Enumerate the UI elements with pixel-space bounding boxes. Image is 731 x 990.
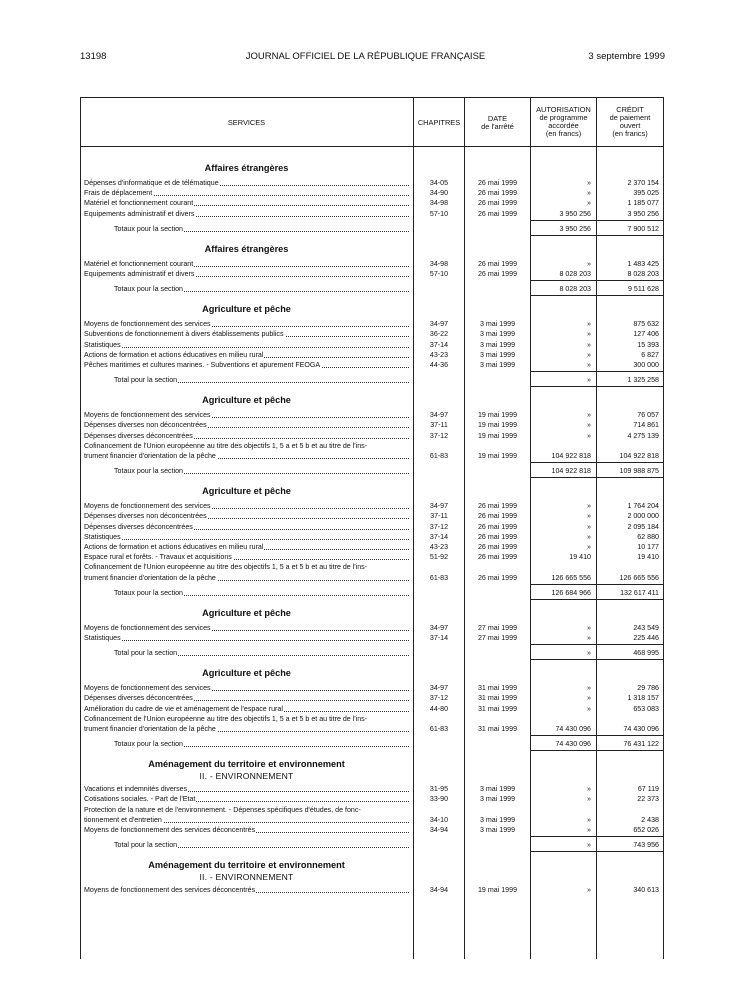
row-label: Statistiques bbox=[84, 532, 411, 542]
row-label: Dépenses diverses non déconcentrées bbox=[84, 420, 411, 430]
row-label: Matériel et fonctionnement courant bbox=[84, 198, 411, 208]
row-label: Moyens de fonctionnement des services bbox=[84, 683, 411, 693]
row-credit: 395 025 bbox=[633, 189, 659, 198]
row-chapitre: 34-94 bbox=[429, 886, 449, 895]
row-credit: 104 922 818 bbox=[619, 452, 659, 460]
row-credit: 6 827 bbox=[641, 350, 659, 359]
row-autorisation: » bbox=[587, 694, 591, 703]
row-chapitre: 34-90 bbox=[429, 189, 449, 198]
row-date: 27 mai 1999 bbox=[477, 623, 518, 632]
row-date: 26 mai 1999 bbox=[477, 532, 518, 541]
total-credit: 7 900 512 bbox=[627, 224, 659, 233]
total-rule bbox=[530, 735, 664, 736]
row-label: Cofinancement de l'Union européenne au titre des objectifs 1, 5 a et 5 b et au titre de l'ins- bbox=[84, 563, 368, 572]
row-credit: 76 057 bbox=[637, 411, 659, 420]
appropriations-table bbox=[80, 97, 664, 959]
section-title: Agriculture et pêche bbox=[202, 607, 291, 618]
total-credit: 9 511 628 bbox=[627, 285, 659, 294]
row-chapitre: 34-97 bbox=[429, 502, 449, 511]
total-autorisation: 104 922 818 bbox=[551, 467, 591, 476]
row-date: 26 mai 1999 bbox=[477, 270, 518, 278]
row-autorisation: » bbox=[587, 795, 591, 804]
row-autorisation: 74 430 096 bbox=[555, 725, 591, 733]
row-autorisation: » bbox=[587, 886, 591, 895]
total-label: Total pour la section bbox=[114, 840, 411, 850]
row-date: 3 mai 1999 bbox=[479, 340, 516, 349]
row-chapitre: 34-97 bbox=[429, 623, 449, 632]
row-chapitre: 57-10 bbox=[429, 270, 449, 278]
row-chapitre: 51-92 bbox=[429, 553, 449, 562]
row-autorisation: » bbox=[587, 532, 591, 541]
row-chapitre: 43-23 bbox=[429, 543, 449, 551]
row-date: 3 mai 1999 bbox=[479, 330, 516, 339]
row-date: 26 mai 1999 bbox=[477, 512, 518, 521]
row-label: Dépenses d'informatique et de télématique bbox=[84, 178, 411, 188]
row-label: Moyens de fonctionnement des services déconcentrés bbox=[84, 885, 411, 895]
total-autorisation: 3 950 256 bbox=[559, 224, 591, 233]
total-rule bbox=[530, 851, 664, 852]
row-label: Dépenses diverses déconcentrées bbox=[84, 693, 411, 703]
section-title: Agriculture et pêche bbox=[202, 304, 291, 315]
row-date: 26 mai 1999 bbox=[477, 553, 518, 562]
row-chapitre: 34-97 bbox=[429, 684, 449, 693]
row-autorisation: » bbox=[587, 785, 591, 794]
row-date: 26 mai 1999 bbox=[477, 502, 518, 511]
total-label: Totaux pour la section bbox=[114, 284, 411, 294]
row-label: Moyens de fonctionnement des services bbox=[84, 410, 411, 420]
total-rule bbox=[530, 280, 664, 281]
row-chapitre: 61-83 bbox=[429, 452, 449, 460]
total-autorisation: » bbox=[587, 376, 591, 385]
section-title: Agriculture et pêche bbox=[202, 486, 291, 497]
total-label: Total pour la section bbox=[114, 375, 411, 385]
row-label: Dépenses diverses déconcentrées bbox=[84, 522, 411, 532]
row-chapitre: 57-10 bbox=[429, 209, 449, 218]
total-rule bbox=[530, 644, 664, 645]
row-label: Actions de formation et actions éducatives en milieu rural bbox=[84, 350, 411, 360]
total-rule bbox=[530, 750, 664, 751]
row-credit: 10 177 bbox=[637, 543, 659, 551]
row-date: 19 mai 1999 bbox=[477, 421, 518, 430]
row-chapitre: 36-22 bbox=[429, 330, 449, 339]
row-date: 19 mai 1999 bbox=[477, 431, 518, 440]
total-credit: 468 995 bbox=[633, 649, 659, 658]
row-label: Subventions de fonctionnement à divers établissements publics bbox=[84, 329, 411, 339]
row-date: 26 mai 1999 bbox=[477, 259, 518, 268]
row-credit: 653 083 bbox=[633, 704, 659, 713]
row-credit: 15 393 bbox=[637, 340, 659, 349]
row-chapitre: 37-14 bbox=[429, 532, 449, 541]
total-autorisation: 8 028 203 bbox=[559, 285, 591, 294]
row-chapitre: 34-94 bbox=[429, 826, 449, 834]
row-autorisation: » bbox=[587, 543, 591, 551]
total-label: Totaux pour la section bbox=[114, 466, 411, 476]
row-label: trument financier d'orientation de la pêche bbox=[84, 451, 411, 461]
row-chapitre: 34-05 bbox=[429, 179, 449, 187]
total-rule bbox=[530, 295, 664, 296]
row-chapitre: 44-36 bbox=[429, 361, 449, 369]
row-label: Amélioration du cadre de vie et aménagement de l'espace rural bbox=[84, 704, 411, 714]
total-label: Totaux pour la section bbox=[114, 739, 411, 749]
total-credit: 76 431 122 bbox=[623, 740, 659, 749]
row-date: 26 mai 1999 bbox=[477, 199, 518, 208]
row-autorisation: » bbox=[587, 512, 591, 521]
total-rule bbox=[530, 836, 664, 837]
row-label: Actions de formation et actions éducatives en milieu rural bbox=[84, 542, 411, 552]
total-rule bbox=[530, 462, 664, 463]
row-date: 26 mai 1999 bbox=[477, 522, 518, 531]
row-autorisation: » bbox=[587, 340, 591, 349]
total-rule bbox=[530, 220, 664, 221]
row-autorisation: » bbox=[587, 431, 591, 440]
row-chapitre: 34-97 bbox=[429, 411, 449, 420]
row-autorisation: » bbox=[587, 361, 591, 369]
row-autorisation: » bbox=[587, 623, 591, 632]
row-chapitre: 34-97 bbox=[429, 320, 449, 329]
row-label: trument financier d'orientation de la pêche bbox=[84, 724, 411, 734]
row-autorisation: » bbox=[587, 815, 591, 824]
row-credit: 300 000 bbox=[633, 361, 659, 369]
row-credit: 340 613 bbox=[633, 886, 659, 895]
row-credit: 29 786 bbox=[637, 684, 659, 693]
row-label: Moyens de fonctionnement des services bbox=[84, 623, 411, 633]
row-chapitre: 33-90 bbox=[429, 795, 449, 804]
col-chapitres: CHAPITRES bbox=[417, 118, 461, 127]
row-credit: 225 446 bbox=[633, 634, 659, 642]
col-date: DATE de l'arrêté bbox=[481, 114, 514, 131]
section-subtitle: II. - ENVIRONNEMENT bbox=[199, 872, 294, 883]
row-autorisation: » bbox=[587, 502, 591, 511]
section-title: Agriculture et pêche bbox=[202, 395, 291, 406]
row-credit: 19 410 bbox=[637, 553, 659, 562]
row-autorisation: » bbox=[587, 522, 591, 531]
row-label: Equipements administratif et divers bbox=[84, 209, 411, 219]
row-credit: 243 549 bbox=[633, 623, 659, 632]
row-credit: 1 318 157 bbox=[627, 694, 659, 703]
row-credit: 22 373 bbox=[637, 795, 659, 804]
row-chapitre: 61-83 bbox=[429, 573, 449, 582]
total-autorisation: » bbox=[587, 841, 591, 850]
row-chapitre: 34-98 bbox=[429, 199, 449, 208]
row-credit: 2 095 184 bbox=[627, 522, 659, 531]
row-label: Equipements administratif et divers bbox=[84, 269, 411, 279]
col-credit: CRÉDIT de paiement ouvert (en francs) bbox=[609, 105, 651, 138]
row-autorisation: » bbox=[587, 189, 591, 198]
row-credit: 1 483 425 bbox=[627, 259, 659, 268]
section-title: Aménagement du territoire et environnement bbox=[148, 860, 345, 871]
row-date: 26 mai 1999 bbox=[477, 179, 518, 187]
row-autorisation: » bbox=[587, 421, 591, 430]
row-date: 26 mai 1999 bbox=[477, 573, 518, 582]
total-credit: 743 956 bbox=[633, 841, 659, 850]
section-title: Affaires étrangères bbox=[204, 243, 289, 254]
total-autorisation: 126 684 966 bbox=[551, 588, 591, 597]
row-chapitre: 31-95 bbox=[429, 785, 449, 794]
row-label: Espace rural et forêts. - Travaux et acquisitions bbox=[84, 552, 411, 562]
total-rule bbox=[530, 477, 664, 478]
row-label: Moyens de fonctionnement des services déconcentrés bbox=[84, 825, 411, 835]
row-autorisation: » bbox=[587, 704, 591, 713]
row-date: 3 mai 1999 bbox=[479, 795, 516, 804]
total-label: Total pour la section bbox=[114, 648, 411, 658]
row-credit: 3 950 256 bbox=[627, 209, 659, 218]
row-label: Pêches maritimes et cultures marines. - Subventions et apurement FEOGA bbox=[84, 360, 411, 370]
row-chapitre: 34-10 bbox=[429, 815, 449, 824]
row-label: tionnement et d'entretien bbox=[84, 815, 411, 825]
row-autorisation: » bbox=[587, 179, 591, 187]
row-autorisation: 8 028 203 bbox=[559, 270, 591, 278]
total-rule bbox=[530, 584, 664, 585]
row-credit: 4 275 139 bbox=[627, 431, 659, 440]
row-credit: 2 000 000 bbox=[627, 512, 659, 521]
row-autorisation: » bbox=[587, 634, 591, 642]
row-chapitre: 44-80 bbox=[429, 704, 449, 713]
total-rule bbox=[530, 659, 664, 660]
row-autorisation: » bbox=[587, 259, 591, 268]
total-autorisation: 74 430 096 bbox=[555, 740, 591, 749]
col-autorisation: AUTORISATION de programme accordée (en francs) bbox=[536, 105, 591, 138]
row-autorisation: » bbox=[587, 684, 591, 693]
row-credit: 126 665 556 bbox=[619, 573, 659, 582]
row-date: 26 mai 1999 bbox=[477, 209, 518, 218]
row-chapitre: 43-23 bbox=[429, 350, 449, 359]
row-date: 19 mai 1999 bbox=[477, 886, 518, 895]
issue-date: 3 septembre 1999 bbox=[588, 51, 665, 62]
row-label: Dépenses diverses déconcentrées bbox=[84, 431, 411, 441]
row-autorisation: » bbox=[587, 350, 591, 359]
row-credit: 62 880 bbox=[637, 532, 659, 541]
row-chapitre: 34-98 bbox=[429, 259, 449, 268]
journal-title: JOURNAL OFFICIEL DE LA RÉPUBLIQUE FRANÇAISE bbox=[245, 51, 486, 62]
row-date: 3 mai 1999 bbox=[479, 815, 516, 824]
row-date: 31 mai 1999 bbox=[477, 694, 518, 703]
section-title: Agriculture et pêche bbox=[202, 668, 291, 679]
row-date: 26 mai 1999 bbox=[477, 543, 518, 551]
total-rule bbox=[530, 599, 664, 600]
total-autorisation: » bbox=[587, 649, 591, 658]
row-label: Protection de la nature et de l'environnement. - Dépenses spécifiques d'études, de fonc- bbox=[84, 805, 361, 814]
row-credit: 2 438 bbox=[641, 815, 659, 824]
row-date: 3 mai 1999 bbox=[479, 361, 516, 369]
row-date: 31 mai 1999 bbox=[477, 725, 518, 733]
total-rule bbox=[530, 386, 664, 387]
total-rule bbox=[530, 235, 664, 236]
row-date: 3 mai 1999 bbox=[479, 826, 516, 834]
total-label: Totaux pour la section bbox=[114, 588, 411, 598]
row-credit: 1 185 077 bbox=[627, 199, 659, 208]
section-subtitle: II. - ENVIRONNEMENT bbox=[199, 771, 294, 782]
row-label: Statistiques bbox=[84, 340, 411, 350]
row-date: 19 mai 1999 bbox=[477, 452, 518, 460]
row-autorisation: » bbox=[587, 330, 591, 339]
row-chapitre: 37-12 bbox=[429, 431, 449, 440]
row-credit: 875 632 bbox=[633, 320, 659, 329]
row-autorisation: » bbox=[587, 411, 591, 420]
row-date: 3 mai 1999 bbox=[479, 320, 516, 329]
row-credit: 74 430 096 bbox=[623, 725, 659, 733]
row-label: Matériel et fonctionnement courant bbox=[84, 259, 411, 269]
row-autorisation: » bbox=[587, 199, 591, 208]
row-credit: 8 028 203 bbox=[627, 270, 659, 278]
row-credit: 67 119 bbox=[637, 785, 659, 794]
row-label: Dépenses diverses non déconcentrées bbox=[84, 511, 411, 521]
total-rule bbox=[530, 371, 664, 372]
row-date: 31 mai 1999 bbox=[477, 704, 518, 713]
total-credit: 1 325 258 bbox=[627, 376, 659, 385]
row-chapitre: 37-12 bbox=[429, 522, 449, 531]
row-chapitre: 37-14 bbox=[429, 634, 449, 642]
row-credit: 127 406 bbox=[633, 330, 659, 339]
total-credit: 132 617 411 bbox=[620, 588, 659, 597]
row-credit: 652 026 bbox=[633, 826, 659, 834]
row-label: trument financier d'orientation de la pêche bbox=[84, 573, 411, 583]
row-date: 3 mai 1999 bbox=[479, 350, 516, 359]
section-title: Aménagement du territoire et environnement bbox=[148, 759, 345, 770]
row-autorisation: 104 922 818 bbox=[551, 452, 591, 460]
row-date: 31 mai 1999 bbox=[477, 684, 518, 693]
row-chapitre: 37-12 bbox=[429, 694, 449, 703]
row-autorisation: » bbox=[587, 320, 591, 329]
row-label: Cofinancement de l'Union européenne au titre des objectifs 1, 5 a et 5 b et au titre de l'ins- bbox=[84, 441, 368, 450]
row-date: 19 mai 1999 bbox=[477, 411, 518, 420]
row-label: Vacations et indemnités diverses bbox=[84, 784, 411, 794]
section-title: Affaires étrangères bbox=[204, 163, 289, 173]
row-credit: 1 764 204 bbox=[627, 502, 659, 511]
row-date: 3 mai 1999 bbox=[479, 785, 516, 794]
row-autorisation: 126 665 556 bbox=[551, 573, 591, 582]
col-services: SERVICES bbox=[227, 118, 266, 127]
row-label: Cotisations sociales. - Part de l'Etat bbox=[84, 794, 411, 804]
row-date: 27 mai 1999 bbox=[477, 634, 518, 642]
row-autorisation: 3 950 256 bbox=[559, 209, 591, 218]
row-chapitre: 37-11 bbox=[430, 512, 448, 521]
row-date: 26 mai 1999 bbox=[477, 189, 518, 198]
total-credit: 109 988 875 bbox=[619, 467, 659, 476]
row-chapitre: 37-14 bbox=[429, 340, 449, 349]
row-label: Frais de déplacement bbox=[84, 188, 411, 198]
row-credit: 714 861 bbox=[633, 421, 659, 430]
row-chapitre: 61-83 bbox=[429, 725, 449, 733]
row-autorisation: » bbox=[587, 826, 591, 834]
row-label: Cofinancement de l'Union européenne au titre des objectifs 1, 5 a et 5 b et au titre de l'ins- bbox=[84, 714, 368, 723]
row-chapitre: 37-11 bbox=[430, 421, 448, 430]
row-label: Moyens de fonctionnement des services bbox=[84, 501, 411, 511]
row-label: Statistiques bbox=[84, 633, 411, 643]
row-label: Moyens de fonctionnement des services bbox=[84, 319, 411, 329]
row-autorisation: 19 410 bbox=[569, 553, 591, 562]
page-number: 13198 bbox=[80, 51, 107, 62]
row-credit: 2 370 154 bbox=[627, 179, 659, 187]
total-label: Totaux pour la section bbox=[114, 224, 411, 234]
